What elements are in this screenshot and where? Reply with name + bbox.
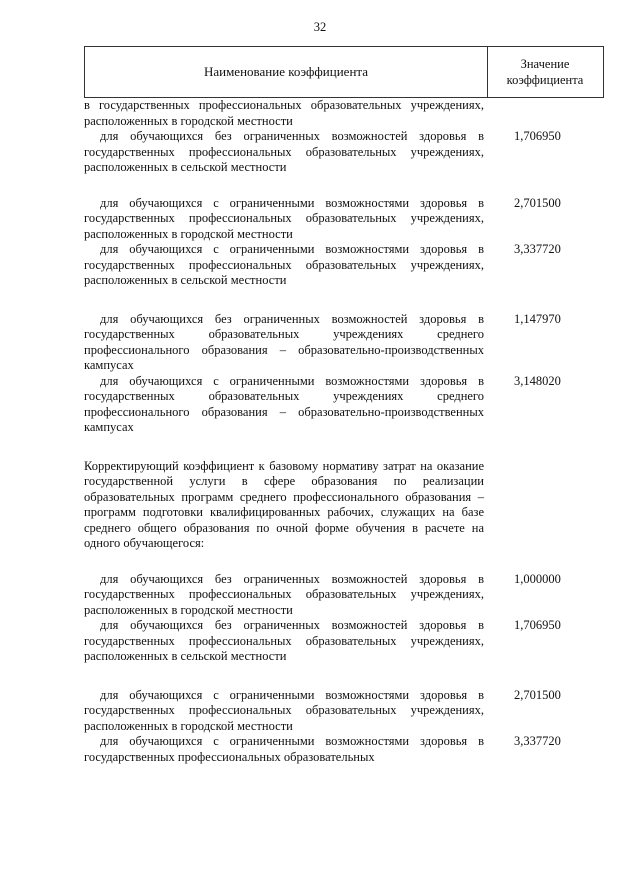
row-text: для обучающихся без ограниченных возможностей здоровья в государственных образовательных учреждениях среднего профессионального образования – образовательно-производственных кампусах bbox=[84, 311, 484, 372]
column-header-name: Наименование коэффициента bbox=[84, 47, 488, 97]
table-row bbox=[84, 129, 604, 176]
row-text: для обучающихся без ограниченных возможностей здоровья в государственных профессиональных образовательных учреждениях, расположенных в городской местности bbox=[84, 571, 484, 617]
row-value: 3,148020 bbox=[514, 373, 561, 388]
table-row bbox=[84, 459, 604, 552]
row-value: 3,337720 bbox=[514, 242, 561, 256]
table-row bbox=[84, 688, 604, 735]
table-row bbox=[84, 312, 604, 374]
row-text: для обучающихся с ограниченными возможностями здоровья в государственных профессиональных образовательных учреждениях, расположенных в городской местности bbox=[84, 687, 484, 733]
table-row bbox=[84, 374, 604, 436]
row-value: 1,706950 bbox=[514, 129, 561, 143]
row-value: 1,706950 bbox=[514, 618, 561, 632]
row-text: для обучающихся с ограниченными возможностями здоровья в государственных профессиональных образовательных учреждениях, расположенных в сельской местности bbox=[84, 242, 484, 287]
table-header bbox=[84, 46, 604, 98]
row-value: 2,701500 bbox=[514, 195, 561, 210]
row-text: для обучающихся без ограниченных возможностей здоровья в государственных профессиональных образовательных учреждениях, расположенных в сельской местности bbox=[84, 129, 484, 174]
column-header-value: Значение коэффициента bbox=[487, 47, 604, 97]
row-text: для обучающихся с ограниченными возможностями здоровья в государственных профессиональных образовательных bbox=[84, 734, 484, 764]
table-row bbox=[84, 98, 604, 129]
row-text: Корректирующий коэффициент к базовому нормативу затрат на оказание государственной услуги в сфере образования по реализации образовательных программ среднего профессионального образования – программ подготовки квалифицированных рабочих, служащих на базе среднего общего образования по очной форме обучения в расчете на одного обучающегося: bbox=[84, 458, 484, 550]
page-number: 32 bbox=[313, 20, 327, 34]
row-text: для обучающихся без ограниченных возможностей здоровья в государственных профессиональных образовательных учреждениях, расположенных в сельской местности bbox=[84, 618, 484, 663]
table-body bbox=[84, 98, 604, 765]
row-value: 3,337720 bbox=[514, 734, 561, 748]
table-row bbox=[84, 242, 604, 289]
table-row bbox=[84, 618, 604, 665]
row-text: для обучающихся с ограниченными возможностями здоровья в государственных профессиональных образовательных учреждениях, расположенных в городской местности bbox=[84, 195, 484, 241]
row-value: 1,000000 bbox=[514, 571, 561, 586]
row-value: 2,701500 bbox=[514, 687, 561, 702]
row-value: 1,147970 bbox=[514, 311, 561, 326]
row-text: для обучающихся с ограниченными возможностями здоровья в государственных образовательных учреждениях среднего профессионального образования – образовательно-производственных кампусах bbox=[84, 373, 484, 434]
table-row bbox=[84, 734, 604, 765]
row-text: в государственных профессиональных образовательных учреждениях, расположенных в городской местности bbox=[84, 98, 484, 128]
table-row bbox=[84, 572, 604, 619]
table-row bbox=[84, 196, 604, 243]
